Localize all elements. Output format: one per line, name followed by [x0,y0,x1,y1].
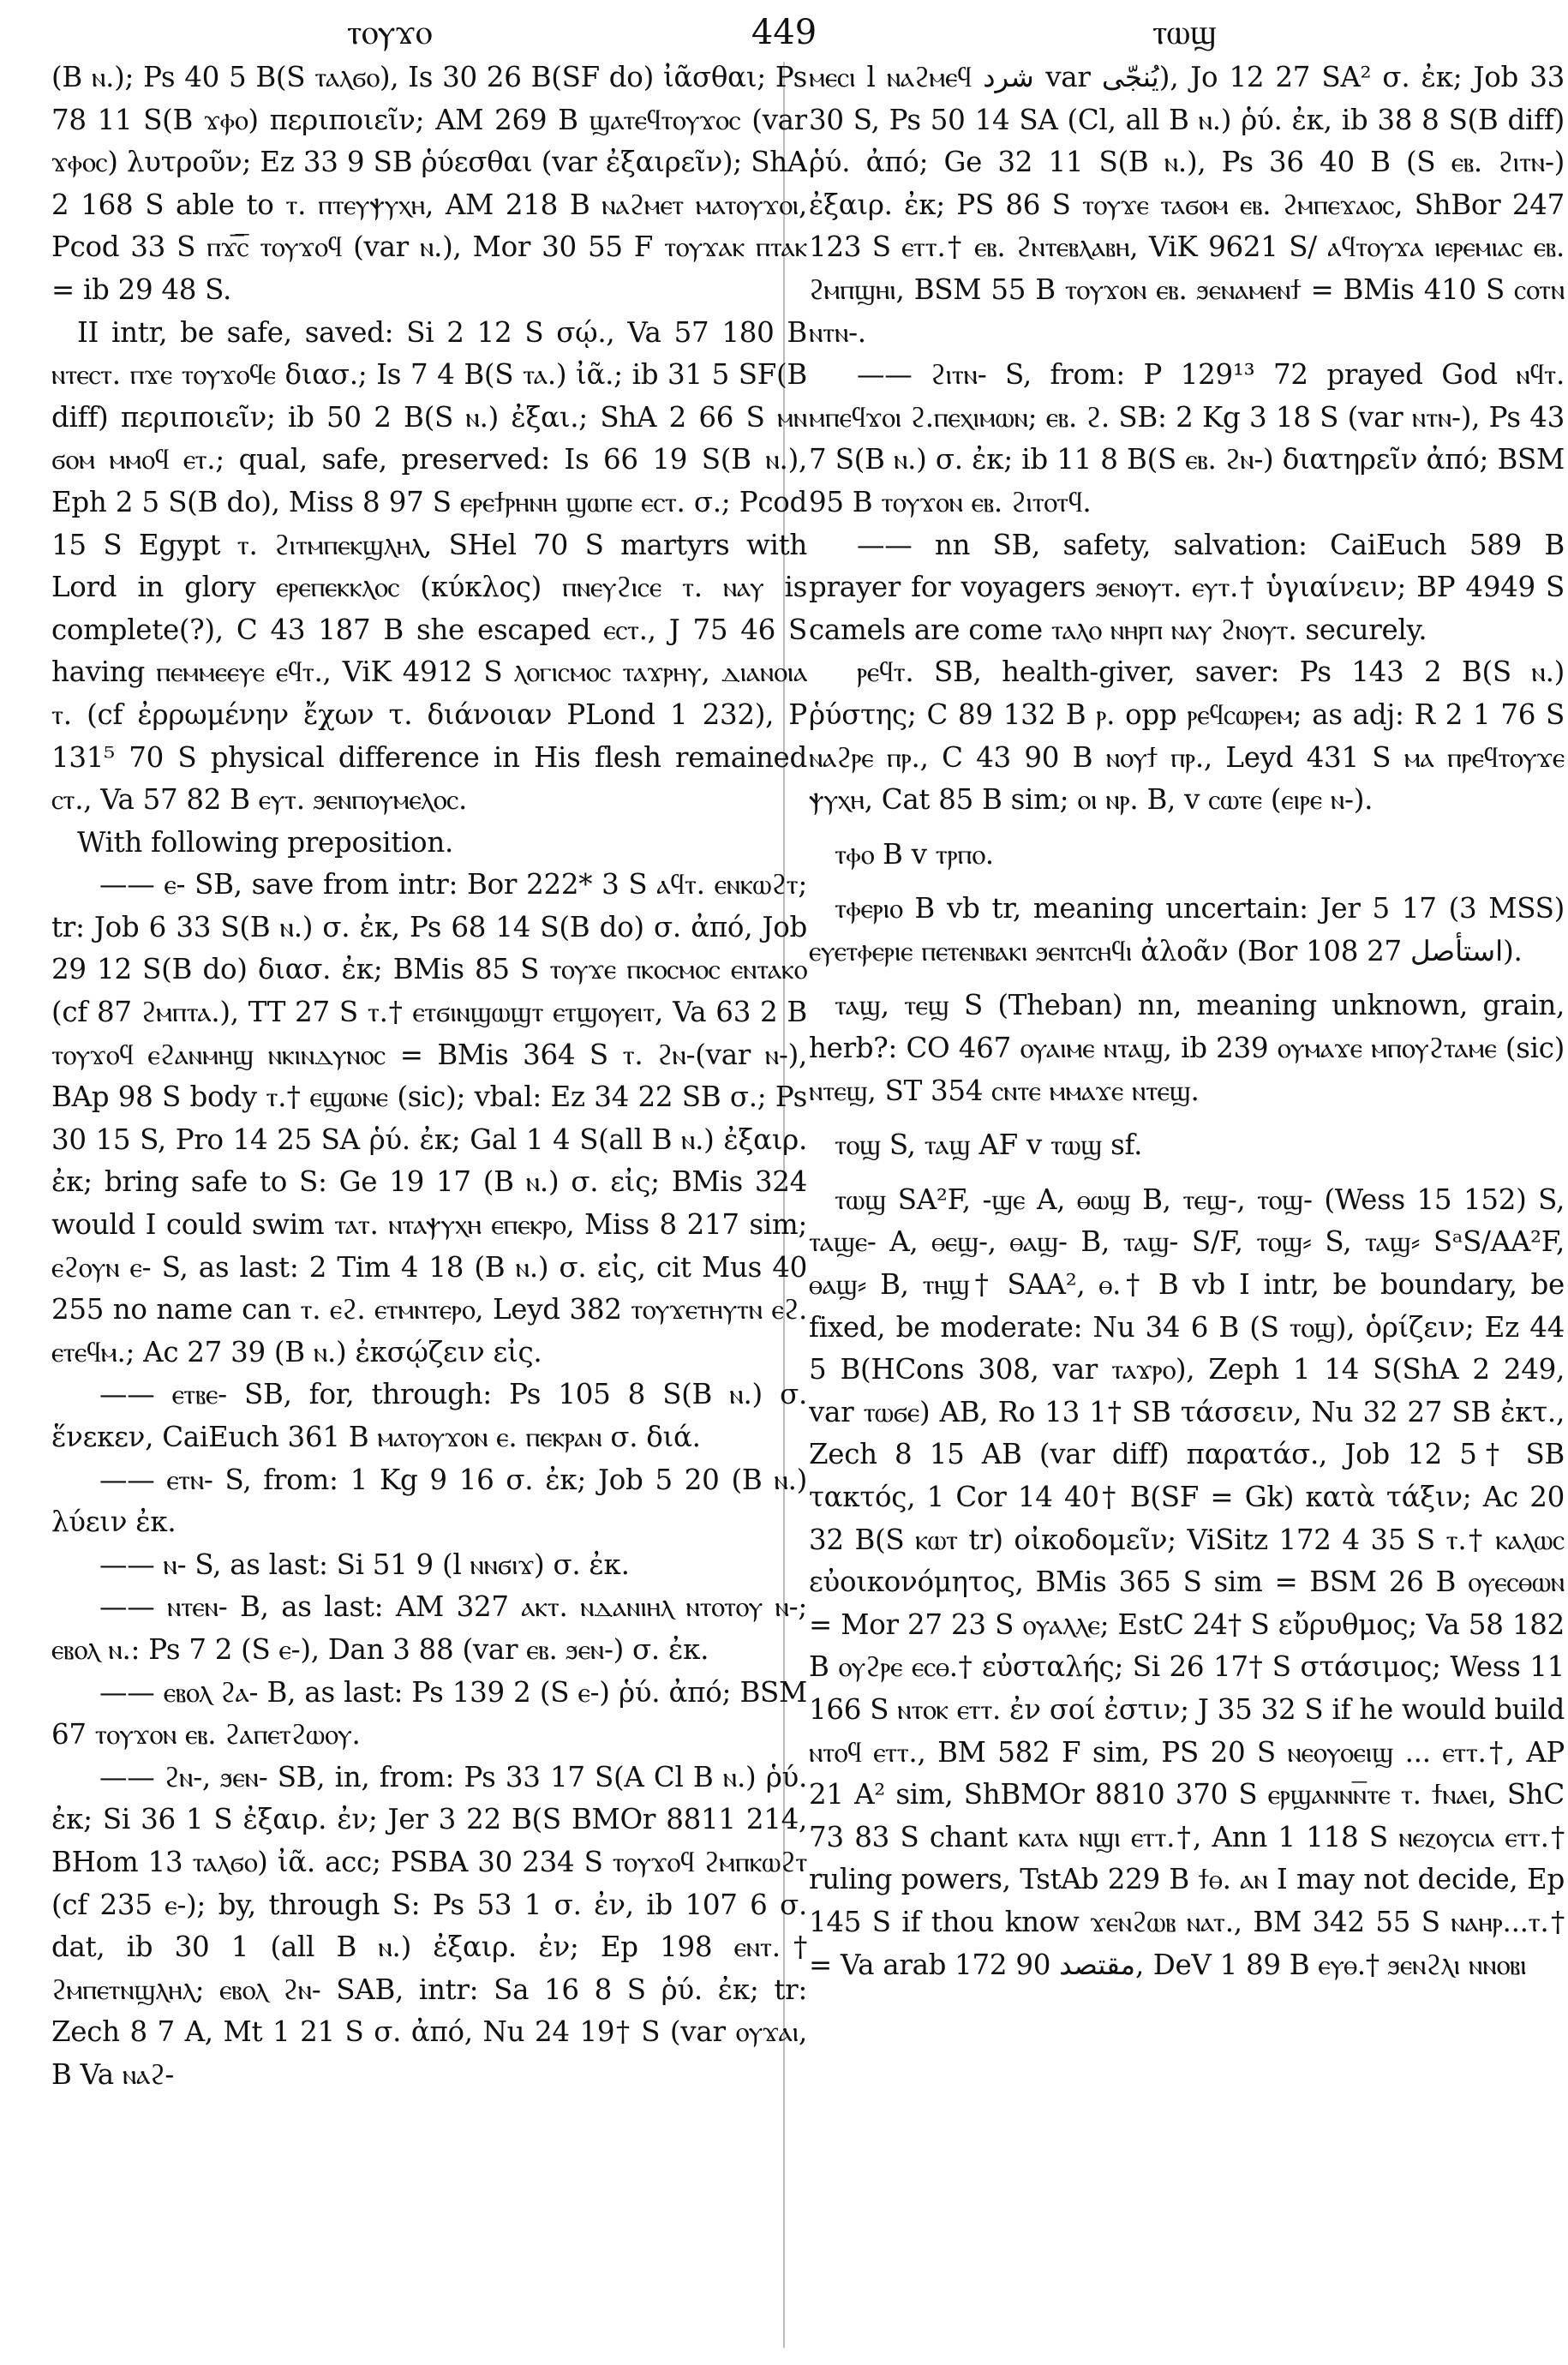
entry-headword-paragraph: ⲧⲫⲟ B v ⲧⲣⲡⲟ. [835,837,994,871]
entry-paragraph: —— ⲉⲃⲟⲗ ϩⲁ- B, as last: Ps 139 2 (S ⲉ-) ῥύ. ἀπό; BSM 67 ⲧⲟⲩϫⲟⲛ ⲉⲃ. ϩⲁⲡⲉⲧϩⲱⲟⲩ. [51,1675,807,1751]
entry-paragraph: (B ⲛ.); Ps 40 5 B(S ⲧⲁⲗϭⲟ), Is 30 26 B(SF do) ἰᾶσθαι; Ps 78 11 S(B ϫⲫⲟ) περιποιεῖν; AM 269 B ϣⲁⲧⲉϥⲧⲟⲩϫⲟⲥ (var ϫⲫⲟⲥ) λυτροῦν; Ez 33 9 SB ῥύεσθαι (var ἐξαιρεῖν); ShA 2 168 S able to ⲧ. ⲡⲧⲉⲩⲯⲩⲭⲏ, AM 218 B ⲛⲁϩⲙⲉⲧ ⲙⲁⲧⲟⲩϫⲟⲓ, Pcod 33 S ⲡϫ̅ⲥ̅ ⲧⲟⲩϫⲟϥ (var ⲛ.), Mor 30 55 F ⲧⲟⲩϫⲁⲕ ⲡⲧⲁⲕ = ib 29 48 S. [51,61,807,306]
page-number: 449 [751,13,817,52]
entry-paragraph: —— ϩⲓⲧⲛ- S, from: P 129¹³ 72 prayed God ⲛϥⲧ. ⲙⲡⲉϥϫⲟⲓ ϩ.ⲡⲉⲭⲓⲙⲱⲛ; ⲉⲃ. ϩ. SB: 2 Kg 3 18 S (var ⲛⲧⲛ-), Ps 43 7 S(B ⲛ.) σ. ἐκ; ib 11 8 B(S ⲉⲃ. ϩⲛ-) διατηρεῖν ἀπό; BSM 95 B ⲧⲟⲩϫⲟⲛ ⲉⲃ. ϩⲓⲧⲟⲧϥ. [809,358,1565,518]
entry-headword-paragraph: ⲧⲟϣ S, ⲧⲁϣ AF v ⲧⲱϣ sf. [835,1129,1143,1162]
entry-paragraph: —— ⲛⲧⲉⲛ- B, as last: AM 327 ⲁⲕⲧ. ⲛⲇⲁⲛⲓⲏⲗ ⲛⲧⲟⲧⲟⲩ ⲛ-; ⲉⲃⲟⲗ ⲛ.: Ps 7 2 (S ⲉ-), Dan 3 88 (var ⲉⲃ. ϧⲉⲛ-) σ. ἐκ. [51,1590,807,1666]
left-headword: ⲧⲟⲩϫⲟ [347,13,433,52]
entry-paragraph: II intr, be safe, saved: Si 2 12 S σῴ., Va 57 180 B ⲛⲧⲉⲥⲧ. ⲡϫⲉ ⲧⲟⲩϫⲟϥⲉ διασ.; Is 7 4 B(S ⲧⲁ.) ἰᾶ.; ib 31 5 SF(B diff) περιποιεῖν; ib 50 2 B(S ⲛ.) ἐξαι.; ShA 2 66 S ⲙⲛ ϭⲟⲙ ⲙⲙⲟϥ ⲉⲧ.; qual, safe, preserved: Is 66 19 S(B ⲛ.), Eph 2 5 S(B do), Miss 8 97 S ⲉⲣⲉϯⲣⲏⲛⲏ ϣⲱⲡⲉ ⲉⲥⲧ. σ.; Pcod 15 S Egypt ⲧ. ϩⲓⲧⲙⲡⲉⲕϣⲗⲏⲗ, SHel 70 S martyrs with Lord in glory ⲉⲣⲉⲡⲉⲕⲕⲗⲟⲥ (κύκλος) ⲡⲛⲉⲩϩⲓⲥⲉ ⲧ. ⲛⲁⲩ is complete(?), C 43 187 B she escaped ⲉⲥⲧ., J 75 46 S having ⲡⲉⲙⲙⲉⲉⲩⲉ ⲉϥⲧ., ViK 4912 S ⲗⲟⲅⲓⲥⲙⲟⲥ ⲧⲁϫⲣⲏⲩ, ⲇⲓⲁⲛⲟⲓⲁ ⲧ. (cf ἐρρωμένην ἔχων τ. διάνοιαν PLond 1 232), P 131⁵ 70 S physical difference in His flesh remained ⲥⲧ., Va 57 82 B ⲉⲩⲧ. ϧⲉⲛⲡⲟⲩⲙⲉⲗⲟⲥ. [51,315,807,817]
entry-paragraph: —— ⲉⲧⲃⲉ- SB, for, through: Ps 105 8 S(B ⲛ.) σ. ἕνεκεν, CaiEuch 361 B ⲙⲁⲧⲟⲩϫⲟⲛ ⲉ. ⲡⲉⲕⲣⲁⲛ σ. διά. [51,1378,807,1453]
entry-headword-paragraph: ⲧⲁϣ, ⲧⲉϣ S (Theban) nn, meaning unknown, grain, herb?: CO 467 ⲟⲩⲁⲓⲙⲉ ⲛⲧⲁϣ, ib 239 ⲟⲩⲙⲁϫⲉ ⲙⲡⲟⲩϩⲧⲁⲙⲉ (sic) ⲛⲧⲉϣ, ST 354 ⲥⲛⲧⲉ ⲙⲙⲁϫⲉ ⲛⲧⲉϣ. [809,989,1565,1107]
right-headword: ⲧⲱϣ [1152,13,1218,52]
entry-headword-paragraph: ⲧⲱϣ SA²F, -ϣⲉ A, ⲑⲱϣ B, ⲧⲉϣ-, ⲧⲟϣ- (Wess 15 152) S, ⲧⲁϣⲉ- A, ⲑⲉϣ-, ⲑⲁϣ- B, ⲧⲁϣ- S/F, ⲧⲟϣ⸗ S, ⲧⲁϣ⸗ SᵃS/AA²F, ⲑⲁϣ⸗ B, ⲧⲏϣ† SAA², ⲑ.† B vb I intr, be boundary, be fixed, be moderate: Nu 34 6 B (S ⲧⲟϣ), ὁρίζειν; Ez 44 5 B(HCons 308, var ⲧⲁϫⲣⲟ), Zeph 1 14 S(ShA 2 249, var ⲧⲱϭⲉ) AB, Ro 13 1† SB τάσσειν, Nu 32 27 SB ἐκτ., Zech 8 15 AB (var diff) παρατάσ., Job 12 5† SB τακτός, 1 Cor 14 40† B(SF = Gk) κατὰ τάξιν; Ac 20 32 B(S ⲕⲱⲧ tr) οἰκοδομεῖν; ViSitz 172 4 35 S ⲧ.† ⲕⲁⲗⲱⲥ εὐοικονόμητος, BMis 365 S sim = BSM 26 B ⲟⲩⲉⲥⲑⲱⲛ = Mor 27 23 S ⲟⲩⲁⲗⲗⲉ; EstC 24† S εὔρυθμος; Va 58 182 B ⲟⲩϩⲣⲉ ⲉⲥⲑ.† εὐσταλής; Si 26 17† S στάσιμος; Wess 11 166 S ⲛⲧⲟⲕ ⲉⲧⲧ. ἐν σοί ἐστιν; J 35 32 S if he would build ⲛⲧⲟϥ ⲉⲧⲧ., BM 582 F sim, PS 20 S ⲛⲉⲟⲩⲟⲉⲓϣ ... ⲉⲧⲧ.†, AP 21 A² sim, ShBMOr 8810 370 S ⲉⲣϣⲁⲛⲛⲛ̅ⲧⲉ ⲧ. ϯⲛⲁⲉⲓ, ShC 73 83 S chant ⲕⲁⲧⲁ ⲛϣⲓ ⲉⲧⲧ.†, Ann 1 118 S ⲛⲉⲍⲟⲩⲥⲓⲁ ⲉⲧⲧ.† ruling powers, TstAb 229 B ϯⲑ. ⲁⲛ I may not decide, Ep 145 S if thou know ϫⲉⲛϩⲱⲃ ⲛⲁⲧ., BM 342 55 S ⲛⲁⲏⲣ...ⲧ.† = Va arab 172 90 مقتصد, DeV 1 89 B ⲉⲩⲑ.† ϧⲉⲛϩⲗⲓ ⲛⲛⲟⲃⲓ [809,1182,1565,1981]
running-head [0,7,1568,58]
entry-paragraph: ⲣⲉϥⲧ. SB, health-giver, saver: Ps 143 2 B(S ⲛ.) ῥύστης; C 89 132 B ⲣ. opp ⲣⲉϥⲥⲱⲣⲉⲙ; as adj: R 2 1 76 S ⲛⲁϩⲣⲉ ⲡⲣ., C 43 90 B ⲛⲟⲩϯ ⲡⲣ., Leyd 431 S ⲙⲁ ⲡⲣⲉϥⲧⲟⲩϫⲉ ⲯⲩⲭⲏ, Cat 85 B sim; ⲟⲓ ⲛⲣ. B, v ⲥⲱⲧⲉ (ⲉⲓⲣⲉ ⲛ-). [809,656,1565,817]
entry-paragraph: —— ⲉ- SB, save from intr: Bor 222* 3 S ⲁϥⲧ. ⲉⲛⲕⲱϩⲧ; tr: Job 6 33 S(B ⲛ.) σ. ἐκ, Ps 68 14 S(B do) σ. ἀπό, Job 29 12 S(B do) διασ. ἐκ; BMis 85 S ⲧⲟⲩϫⲉ ⲡⲕⲟⲥⲙⲟⲥ ⲉⲛⲧⲁⲕⲟ (cf 87 ϩⲙⲡⲧⲁ.), TT 27 S ⲧ.† ⲉⲧϭⲓⲛϣⲱϣⲧ ⲉⲧϣⲟⲩⲉⲓⲧ, Va 63 2 B ⲧⲟⲩϫⲟϥ ⲉϩⲁⲛⲙⲏϣ ⲛⲕⲓⲛⲇⲩⲛⲟⲥ = BMis 364 S ⲧ. ϩⲛ-(var ⲛ-), BAp 98 S body ⲧ.† ⲉϣⲱⲛⲉ (sic); vbal: Ez 34 22 SB σ.; Ps 30 15 S, Pro 14 25 SA ῥύ. ἐκ; Gal 1 4 S(all B ⲛ.) ἐξαιρ. ἐκ; bring safe to S: Ge 19 17 (B ⲛ.) σ. εἰς; BMis 324 would I could swim ⲧⲁⲧ. ⲛⲧⲁⲯⲩⲭⲏ ⲉⲡⲉⲕⲣⲟ, Miss 8 217 sim; ⲉϩⲟⲩⲛ ⲉ- S, as last: 2 Tim 4 18 (B ⲛ.) σ. εἰς, cit Mus 40 255 no name can ⲧ. ⲉϩ. ⲉⲧⲙⲛⲧⲉⲣⲟ, Leyd 382 ⲧⲟⲩϫⲉⲧⲏⲩⲧⲛ ⲉϩ. ⲉⲧⲉϥⲙ.; Ac 27 39 (B ⲛ.) ἐκσῴζειν εἰς. [51,868,807,1368]
entry-paragraph: —— ϩⲛ-, ϧⲉⲛ- SB, in, from: Ps 33 17 S(A Cl B ⲛ.) ῥύ. ἐκ; Si 36 1 S ἐξαιρ. ἐν; Jer 3 22 B(S BMOr 8811 214, BHom 13 ⲧⲁⲗϭⲟ) ἰᾶ. acc; PSBA 30 234 S ⲧⲟⲩϫⲟϥ ϩⲙⲡⲕⲱϩⲧ (cf 235 ⲉ-); by, through S: Ps 53 1 σ. ἐν, ib 107 6 σ. dat, ib 30 1 (all B ⲛ.) ἐξαιρ. ἐν; Ep 198 ⲉⲛⲧ.† ϩⲙⲡⲉⲧⲛϣⲗⲏⲗ; ⲉⲃⲟⲗ ϩⲛ- SAB, intr: Sa 16 8 S ῥύ. ἐκ; tr: Zech 8 7 A, Mt 1 21 S σ. ἀπό, Nu 24 19† S (var ⲟⲩϫⲁⲓ, B Va ⲛⲁϩ- [51,1760,807,2091]
entry-paragraph: —— ⲛ- S, as last: Si 51 9 (l ⲛⲛϭⲓϫ) σ. ἐκ. [99,1548,630,1581]
entry-paragraph: —— ⲉⲧⲛ- S, from: 1 Kg 9 16 σ. ἐκ; Job 5 20 (B ⲛ.) λύειν ἐκ. [51,1463,807,1539]
left-column [51,57,807,2353]
entry-paragraph: ⲙⲉⲥⲓ l ⲛⲁϩⲙⲉϥ شرد var يُنجّى), Jo 12 27 SA² σ. ἐκ; Job 33 30 S, Ps 50 14 SA (Cl, all B ⲛ.) ῥύ. ἐκ, ib 38 8 S(B diff) ῥύ. ἀπό; Ge 32 11 S(B ⲛ.), Ps 36 40 B (S ⲉⲃ. ϩⲓⲧⲛ-) ἐξαιρ. ἐκ; PS 86 S ⲧⲟⲩϫⲉ ⲧⲁϭⲟⲙ ⲉⲃ. ϩⲙⲡⲉϫⲁⲟⲥ, ShBor 247 123 S ⲉⲧⲧ.† ⲉⲃ. ϩⲛⲧⲉⲃⲗⲁⲃⲏ, ViK 9621 S/ ⲁϥⲧⲟⲩϫⲁ ⲓⲉⲣⲉⲙⲓⲁⲥ ⲉⲃ. ϩⲙⲡϣⲏⲓ, BSM 55 B ⲧⲟⲩϫⲟⲛ ⲉⲃ. ϧⲉⲛⲁⲙⲉⲛϯ = BMis 410 S ⲥⲟⲧⲛ ⲛⲧⲛ-. [809,61,1565,349]
entry-headword-paragraph: ⲧⲫⲉⲣⲓⲟ B vb tr, meaning uncertain: Jer 5 17 (3 MSS) ⲉⲩⲉⲧⲫⲉⲣⲓⲉ ⲡⲉⲧⲉⲛⲃⲁⲕⲓ ϧⲉⲛⲧⲥⲏϥⲓ ἀλοᾶν (Bor 108 27 استأصل). [809,892,1565,967]
entry-paragraph: —— nn SB, safety, salvation: CaiEuch 589 B prayer for voyagers ϧⲉⲛⲟⲩⲧ. ⲉⲩⲧ.† ὑγιαίνειν; BP 4949 S camels are come ⲧⲁⲗⲟ ⲛⲏⲣⲡ ⲛⲁⲩ ϩⲛⲟⲩⲧ. securely. [809,528,1565,646]
entry-paragraph: With following preposition. [77,825,453,859]
right-column [809,57,1565,2353]
